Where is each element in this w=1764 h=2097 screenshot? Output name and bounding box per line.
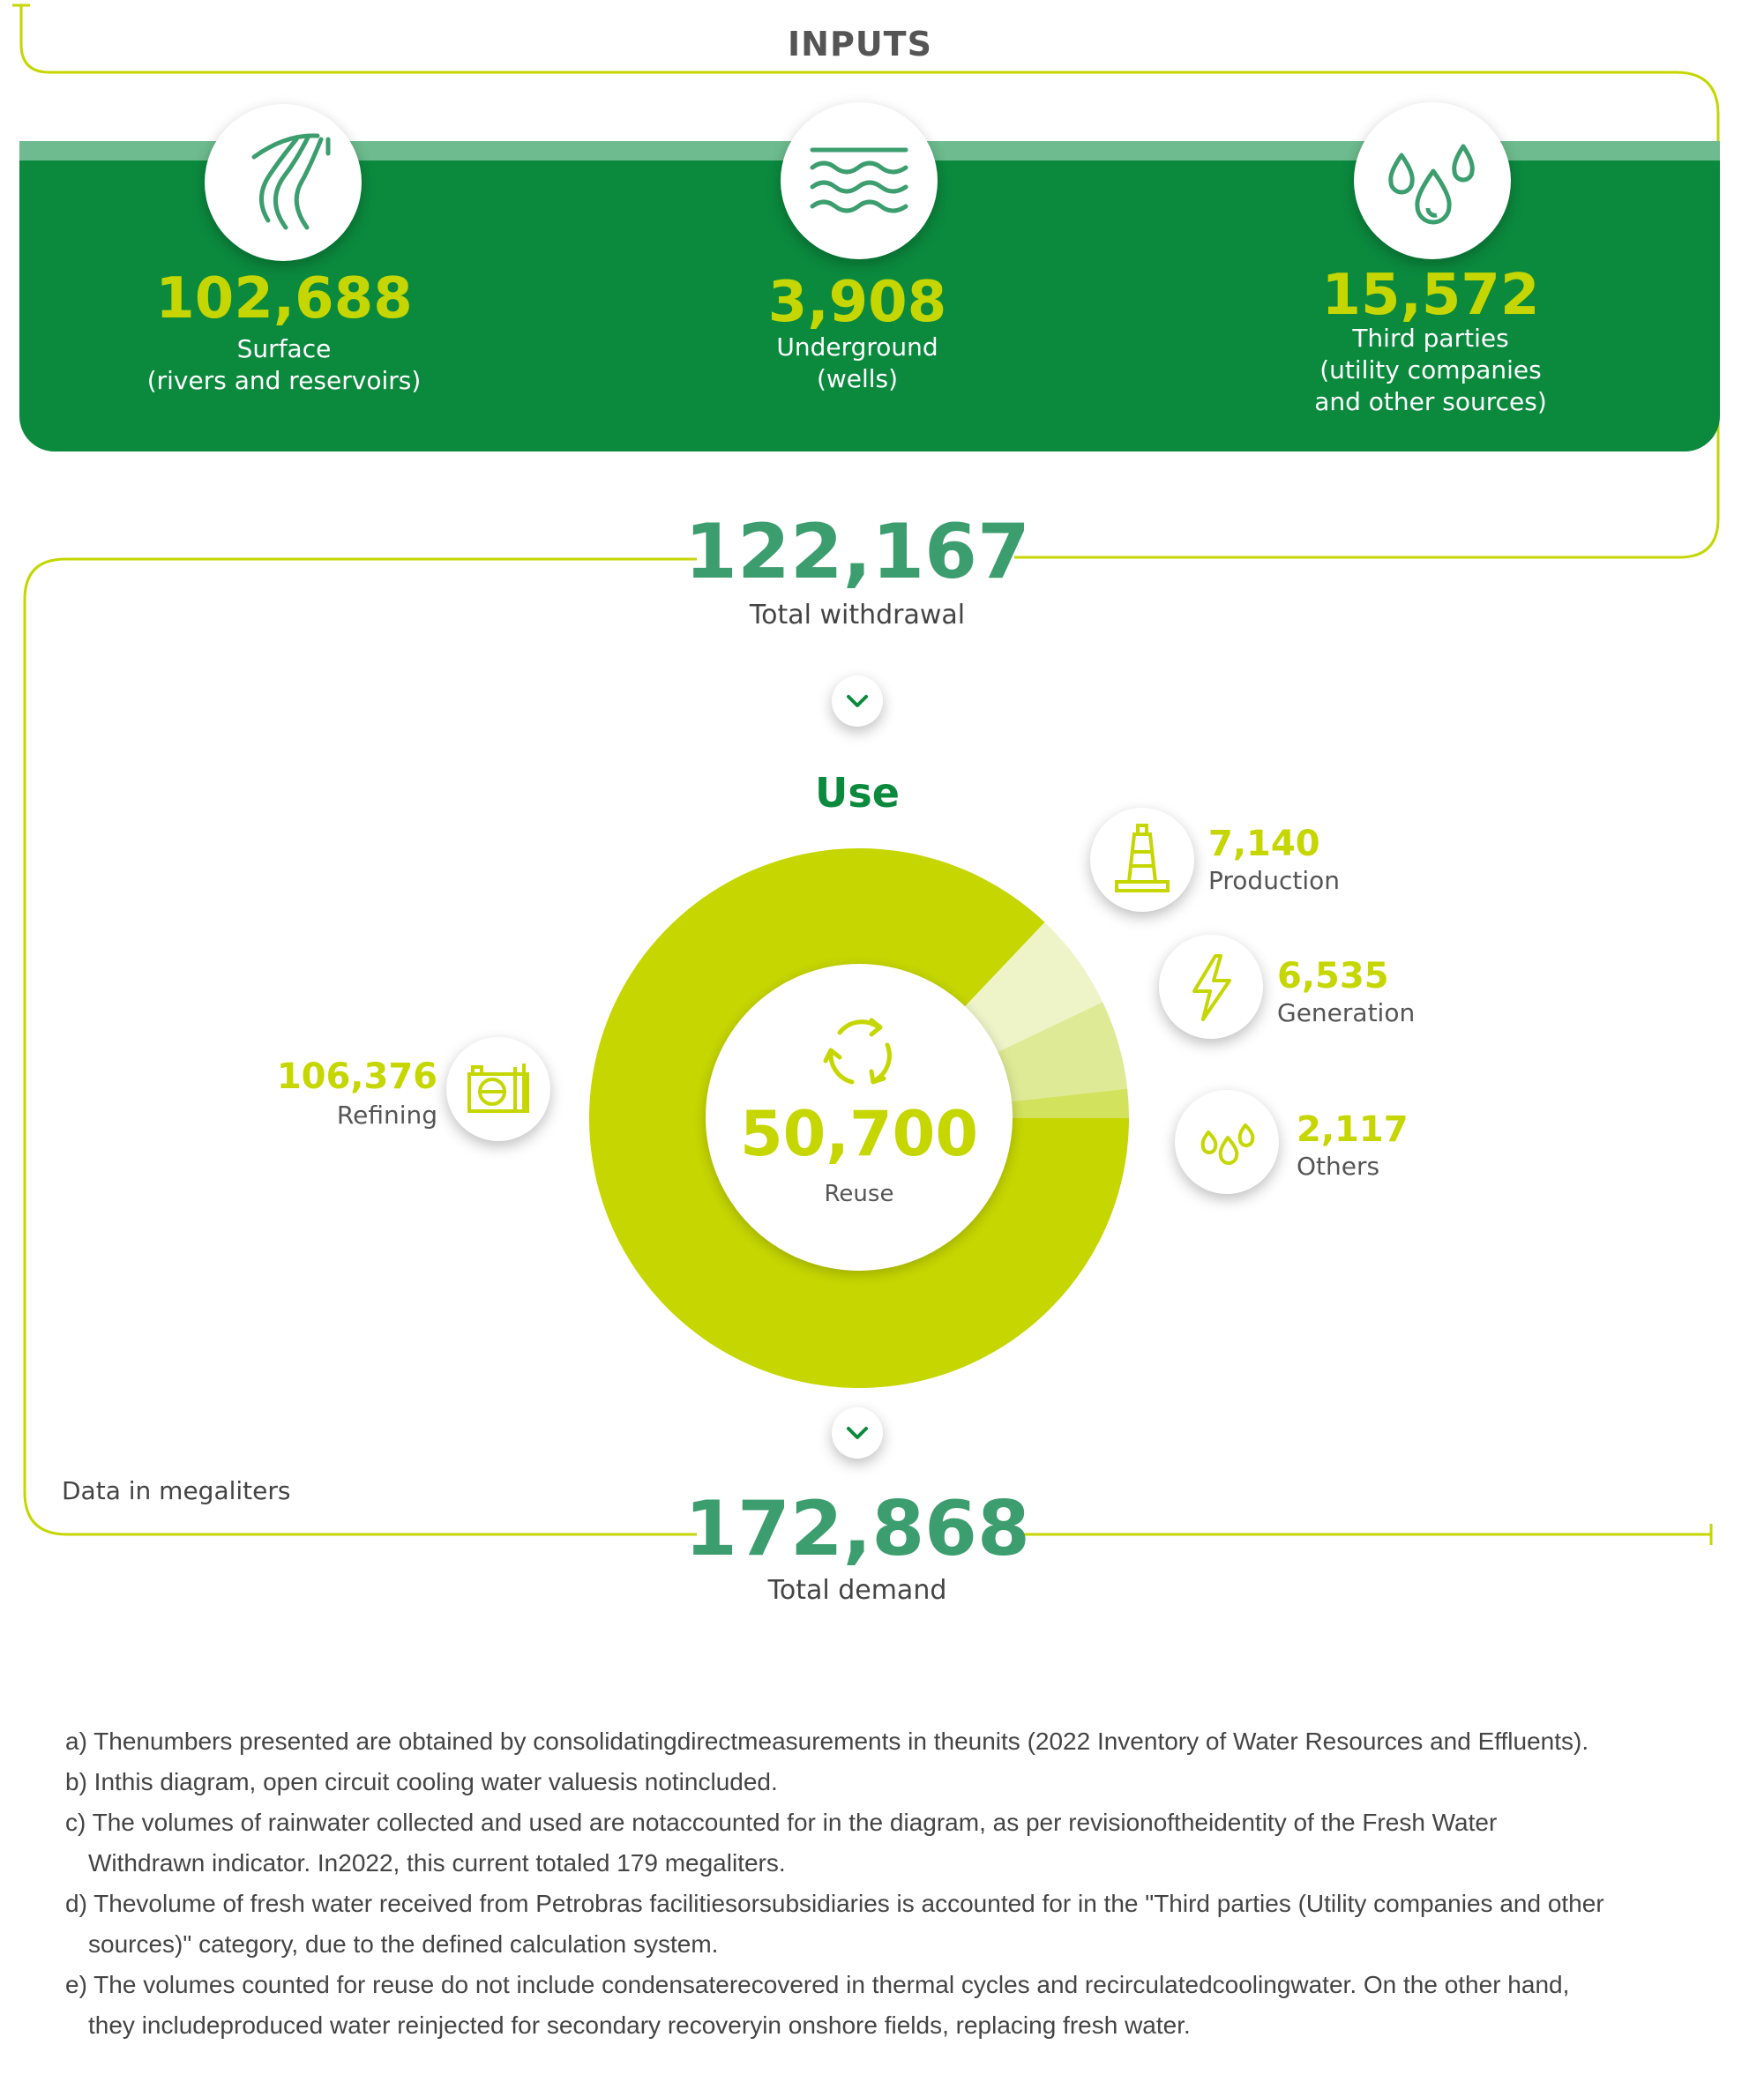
reuse-center xyxy=(706,964,1013,1271)
underground-label: Underground (wells) xyxy=(776,332,938,393)
others-label: Others xyxy=(1297,1152,1380,1181)
total-demand-value: 172,868 xyxy=(684,1485,1030,1573)
footnote-b: b) Inthis diagram, open circuit cooling water valuesis notincluded. xyxy=(65,1768,778,1795)
footnote-e-cont: they includeproduced water reinjected for secondary recoveryin onshore fields, replacing fresh water. xyxy=(88,2011,1191,2039)
third-parties-value: 15,572 xyxy=(1321,263,1540,328)
footnote-c: c) The volumes of rainwater collected and used are notaccounted for in the diagram, as per revisionoftheidentity of the Fresh Water xyxy=(65,1809,1498,1836)
refinery-icon xyxy=(446,1037,550,1141)
production-label: Production xyxy=(1208,866,1340,895)
inputs-title: INPUTS xyxy=(788,25,932,63)
droplets-icon xyxy=(1354,102,1511,259)
underground-value: 3,908 xyxy=(767,270,947,335)
refining-label: Refining xyxy=(336,1101,437,1130)
use-title: Use xyxy=(815,769,900,817)
refining-value: 106,376 xyxy=(276,1056,437,1097)
generation-label: Generation xyxy=(1277,998,1416,1027)
footnotes xyxy=(65,1721,1741,2046)
footnote-a: a) Thenumbers presented are obtained by consolidatingdirectmeasurements in theunits (2022 Inventory of Water Resources and Effluents). xyxy=(65,1728,1589,1755)
lightning-icon xyxy=(1159,935,1263,1039)
third-parties-label: Third parties (utility companies and other sources) xyxy=(1314,324,1547,416)
drops-icon xyxy=(1175,1090,1279,1194)
river-icon xyxy=(205,104,362,261)
production-value: 7,140 xyxy=(1208,824,1320,864)
oil-rig-icon xyxy=(1090,808,1194,912)
generation-value: 6,535 xyxy=(1277,956,1389,996)
footnote-d: d) Thevolume of fresh water received from Petrobras facilitiesorsubsidiaries is accounted for in the "Third parties (Utility companies and other xyxy=(65,1890,1604,1917)
surface-label: Surface (rivers and reservoirs) xyxy=(146,334,422,395)
total-demand-label: Total demand xyxy=(767,1575,947,1606)
waves-icon xyxy=(781,102,938,259)
total-withdrawal-value: 122,167 xyxy=(684,508,1030,596)
others-value: 2,117 xyxy=(1297,1109,1409,1150)
reuse-value: 50,700 xyxy=(739,1098,979,1170)
chevron-down-icon xyxy=(832,1407,883,1459)
reuse-label: Reuse xyxy=(824,1181,894,1207)
footnote-c-cont: Withdrawn indicator. In2022, this current totaled 179 megaliters. xyxy=(88,1849,786,1877)
surface-value: 102,688 xyxy=(155,266,413,332)
footnote-e: e) The volumes counted for reuse do not include condensaterecovered in thermal cycles and recirculatedcoolingwater. On the other hand, xyxy=(65,1971,1570,1998)
recycle-icon xyxy=(813,1006,905,1098)
total-withdrawal-label: Total withdrawal xyxy=(749,600,966,631)
units-note: Data in megaliters xyxy=(62,1476,291,1505)
footnote-d-cont: sources)" category, due to the defined calculation system. xyxy=(88,1930,719,1958)
chevron-down-icon xyxy=(832,675,883,727)
